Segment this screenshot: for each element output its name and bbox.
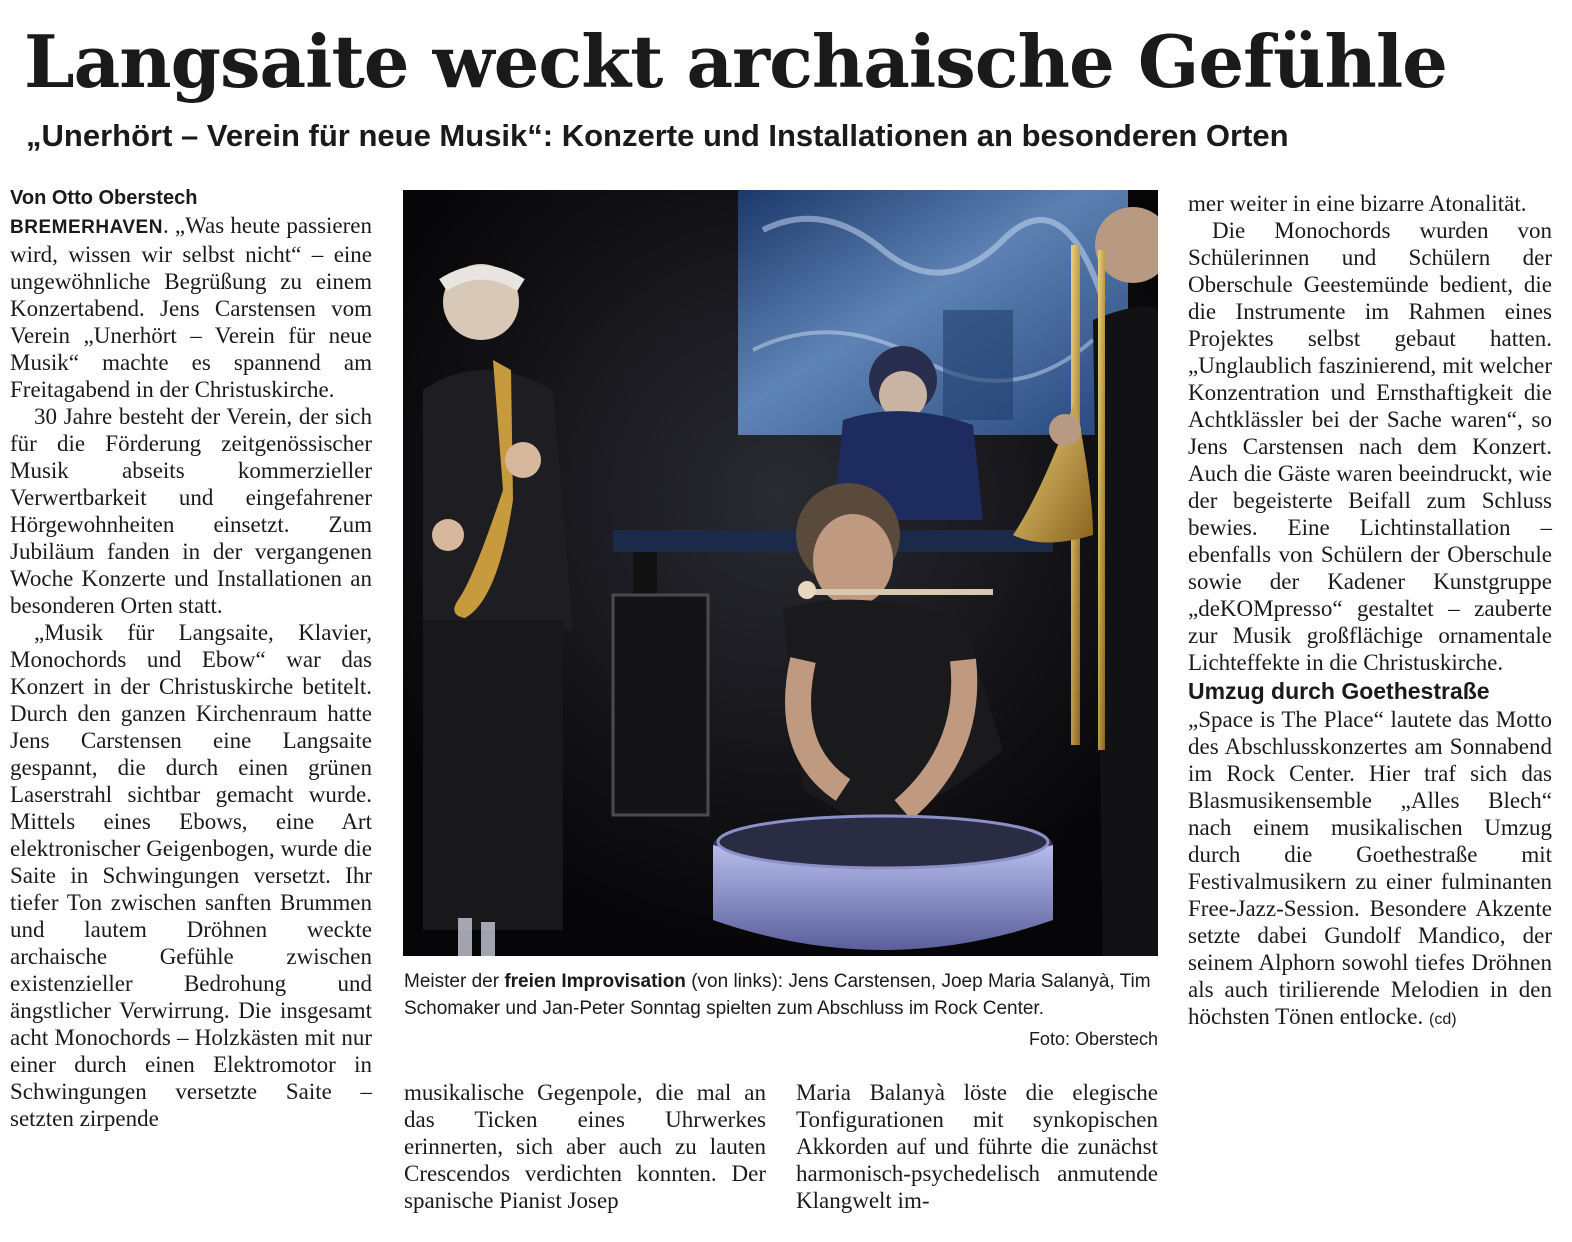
caption-lead: Meister der <box>404 971 505 992</box>
article-column-1 <box>10 184 372 1132</box>
paragraph-1-text: . „Was heute passieren wird, wissen wir selbst nicht“ – eine ungewöhnliche Begrüßung zu einem Konzertabend. Jens Carstensen vom Verein „Unerhört – Verein für neue Musik“ machte es spannend am Freitagabend in der Christuskirche. <box>10 213 372 402</box>
column-4-paragraph-3-text: „Space is The Place“ lautete das Motto des Abschlusskonzertes am Sonnabend im Rock Center. Hier traf sich das Blasmusikensemble „Alles Blech“ nach einem musikalischen Umzug durch die Goethestraße mit Festivalmusikern zu einer fulminanten Free-Jazz-Session. Besondere Akzente setzte dabei Gundolf Mandico, der seinem Alphorn sowohl tiefes Dröhnen als auch tirilierende Melodien in den höchsten Tönen entlocke. <box>1188 707 1552 1029</box>
author-initials: (cd) <box>1429 1011 1457 1028</box>
photo-caption <box>404 968 1158 1022</box>
byline: Von Otto Oberstech <box>10 187 198 209</box>
caption-bold: freien Improvisation <box>504 971 686 992</box>
column-4-paragraph-1: mer weiter in eine bizarre Atonalität. <box>1188 191 1527 216</box>
photo-credit: Foto: Oberstech <box>1028 1029 1158 1049</box>
column-2-text: musikalische Gegenpole, die mal an das Ticken eines Uhrwerkes erinnerten, sich aber auch zu lauten Crescendos verdichten konnten. Der spanische Pianist Josep <box>404 1080 766 1213</box>
paragraph-2: 30 Jahre besteht der Verein, der sich für die Förderung zeitgenössischer Musik abseits kommerzieller Verwertbarkeit und eingefahrener Hörgewohnheiten einsetzt. Zum Jubiläum fanden in der vergangenen Woche Konzerte und Installationen an besonderen Orten statt. <box>10 404 372 618</box>
article-column-4 <box>1188 190 1552 1033</box>
article-column-2 <box>404 1079 766 1214</box>
dateline: BREMERHAVEN <box>10 217 163 238</box>
article-column-3 <box>796 1079 1158 1214</box>
concert-photo-illustration <box>403 190 1158 956</box>
subheadline: „Unerhört – Verein für neue Musik“: Konzerte und Installationen an besonderen Orten <box>26 118 1289 153</box>
column-3-text: Maria Balanyà löste die elegische Tonfigurationen mit synkopischen Akkorden auf und führte die zunächst harmonisch-psychedelisch anmutende Klangwelt im- <box>796 1080 1158 1213</box>
column-4-paragraph-2: Die Monochords wurden von Schülerinnen und Schülern der Oberschule Geestemünde bedient, die die Instrumente im Rahmen eines Projektes selbst gebaut hatten. „Unglaublich faszinierend, mit welcher Konzentration und Ernsthaftigkeit die Achtklässler bei der Sache waren“, so Jens Carstensen nach dem Konzert. Auch die Gäste waren beeindruckt, wie der begeisterte Beifall zum Schluss bewies. Eine Lichtinstallation – ebenfalls von Schülern der Oberschule sowie der Kadener Kunstgruppe „deKOMpresso“ gestaltet – zauberte zur Musik großflächige ornamentale Lichteffekte in die Christuskirche. <box>1188 218 1552 675</box>
paragraph-1 <box>10 212 372 403</box>
paragraph-3: „Musik für Langsaite, Klavier, Monochords und Ebow“ war das Konzert in der Christuskirche betitelt. Durch den ganzen Kirchenraum hatte Jens Carstensen eine Langsaite gespannt, die durch einen grünen Laserstrahl sichtbar gemacht wurde. Mittels eines Ebows, eine Art elektronischer Geigenbogen, wurde die Saite in Schwingungen versetzt. Ihr tiefer Ton zwischen sanften Brummen und lautem Dröhnen weckte archaische Gefühle zwischen existenzieller Bedrohung und ängstlicher Verwirrung. Die insgesamt acht Monochords – Holzkästen mit nur einer durch einen Elektromotor in Schwingungen versetzte Saite – setzten zirpende <box>10 620 372 1131</box>
section-heading: Umzug durch Goethestraße <box>1188 678 1490 704</box>
column-4-paragraph-3 <box>1188 706 1552 1033</box>
caption-rest: (von links): Jens Carstensen, Joep Maria Salanyà, Tim Schomaker und Jan-Peter Sonntag spielten zum Abschluss im Rock Center. <box>404 971 1151 1019</box>
headline: Langsaite weckt archaische Gefühle <box>24 19 1447 104</box>
concert-photo <box>403 190 1158 956</box>
